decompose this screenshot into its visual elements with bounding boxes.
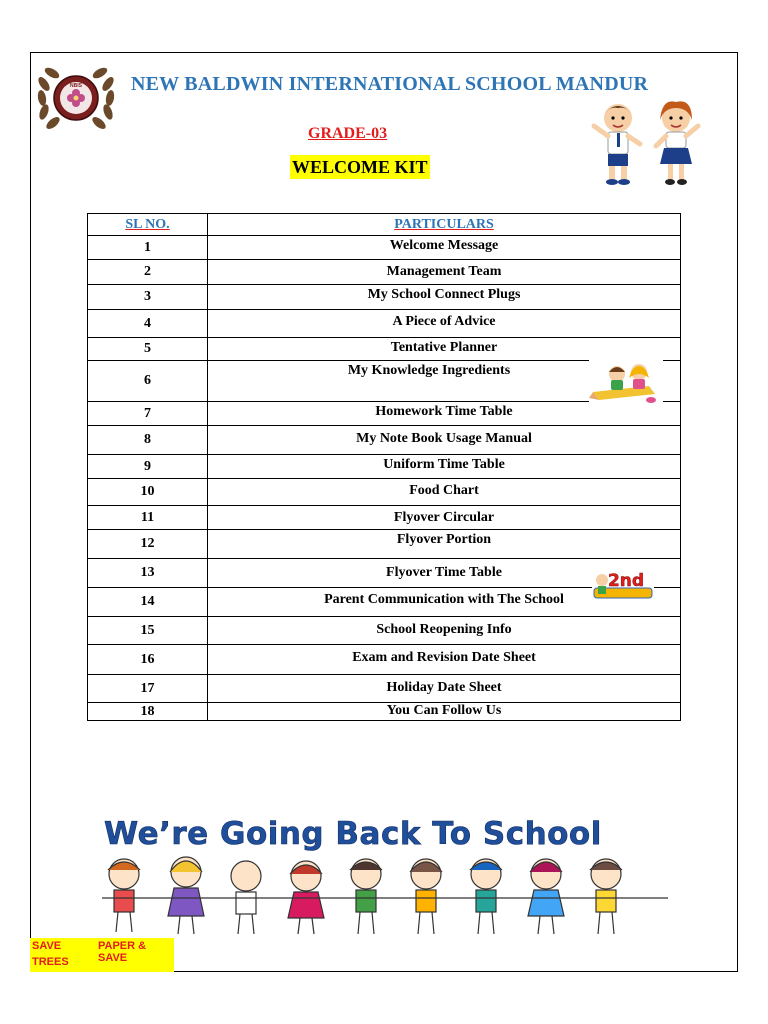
particular: Tentative Planner [208, 338, 681, 361]
table-row [88, 236, 681, 260]
kids-holding-hands-illustration [94, 852, 674, 938]
particular: Flyover Circular [208, 506, 681, 530]
particular: Flyover Portion [208, 530, 681, 559]
sl-no-header: SL NO. [88, 214, 208, 236]
trees-text: TREES [32, 956, 69, 968]
sl-no: 1 [88, 236, 208, 260]
sl-no: 4 [88, 310, 208, 338]
table-row [88, 530, 681, 559]
particular: Management Team [208, 260, 681, 285]
sl-no: 8 [88, 426, 208, 455]
grade-label: GRADE-03 [308, 125, 388, 142]
particular: Welcome Message [208, 236, 681, 260]
sl-no: 6 [88, 361, 208, 402]
sl-no: 14 [88, 588, 208, 617]
table-row [88, 506, 681, 530]
particular: School Reopening Info [208, 617, 681, 645]
sl-no: 7 [88, 402, 208, 426]
particular: Uniform Time Table [208, 455, 681, 479]
sl-no: 3 [88, 285, 208, 310]
particular: My Note Book Usage Manual [208, 426, 681, 455]
table-row [88, 479, 681, 506]
particular: Parent Communication with The School [208, 588, 681, 617]
school-name: NEW BALDWIN INTERNATIONAL SCHOOL MANDUR [131, 73, 649, 95]
particular: Holiday Date Sheet [208, 675, 681, 703]
particular: Homework Time Table [208, 402, 681, 426]
particular: Flyover Time Table [208, 559, 681, 588]
table-row [88, 617, 681, 645]
table-row [88, 703, 681, 721]
sl-no: 10 [88, 479, 208, 506]
table-row [88, 455, 681, 479]
table-row [88, 645, 681, 675]
particular: Exam and Revision Date Sheet [208, 645, 681, 675]
particulars-header: PARTICULARS [208, 214, 681, 236]
save-paper-note [30, 938, 174, 972]
save-text: SAVE [32, 940, 62, 952]
welcome-kit-contents-table [87, 213, 681, 721]
table-row [88, 260, 681, 285]
sl-no: 9 [88, 455, 208, 479]
school-logo [30, 62, 122, 134]
badge-text: 2nd [607, 571, 645, 591]
welcome-kit-title: WELCOME KIT [292, 157, 428, 177]
paper-save-text: PAPER & SAVE [98, 940, 147, 964]
table-row [88, 675, 681, 703]
particular: You Can Follow Us [208, 703, 681, 721]
sl-no: 16 [88, 645, 208, 675]
table-row [88, 285, 681, 310]
table-header-row [88, 214, 681, 236]
table-row [88, 310, 681, 338]
sl-no: 13 [88, 559, 208, 588]
particular: Food Chart [208, 479, 681, 506]
second-grade-badge-clipart [592, 566, 654, 602]
table-row [88, 338, 681, 361]
sl-no: 2 [88, 260, 208, 285]
sl-no: 11 [88, 506, 208, 530]
particular: My School Connect Plugs [208, 285, 681, 310]
table-row [88, 426, 681, 455]
sl-no: 12 [88, 530, 208, 559]
logo-text: NBIS [70, 83, 82, 89]
back-to-school-banner-title: We’re Going Back To School [104, 816, 602, 852]
sl-no: 18 [88, 703, 208, 721]
sl-no: 15 [88, 617, 208, 645]
particular: My Knowledge Ingredients [208, 361, 681, 402]
sl-no: 5 [88, 338, 208, 361]
particular: A Piece of Advice [208, 310, 681, 338]
sl-no: 17 [88, 675, 208, 703]
kids-on-pencil-clipart [589, 360, 663, 408]
school-kids-illustration [582, 96, 710, 188]
